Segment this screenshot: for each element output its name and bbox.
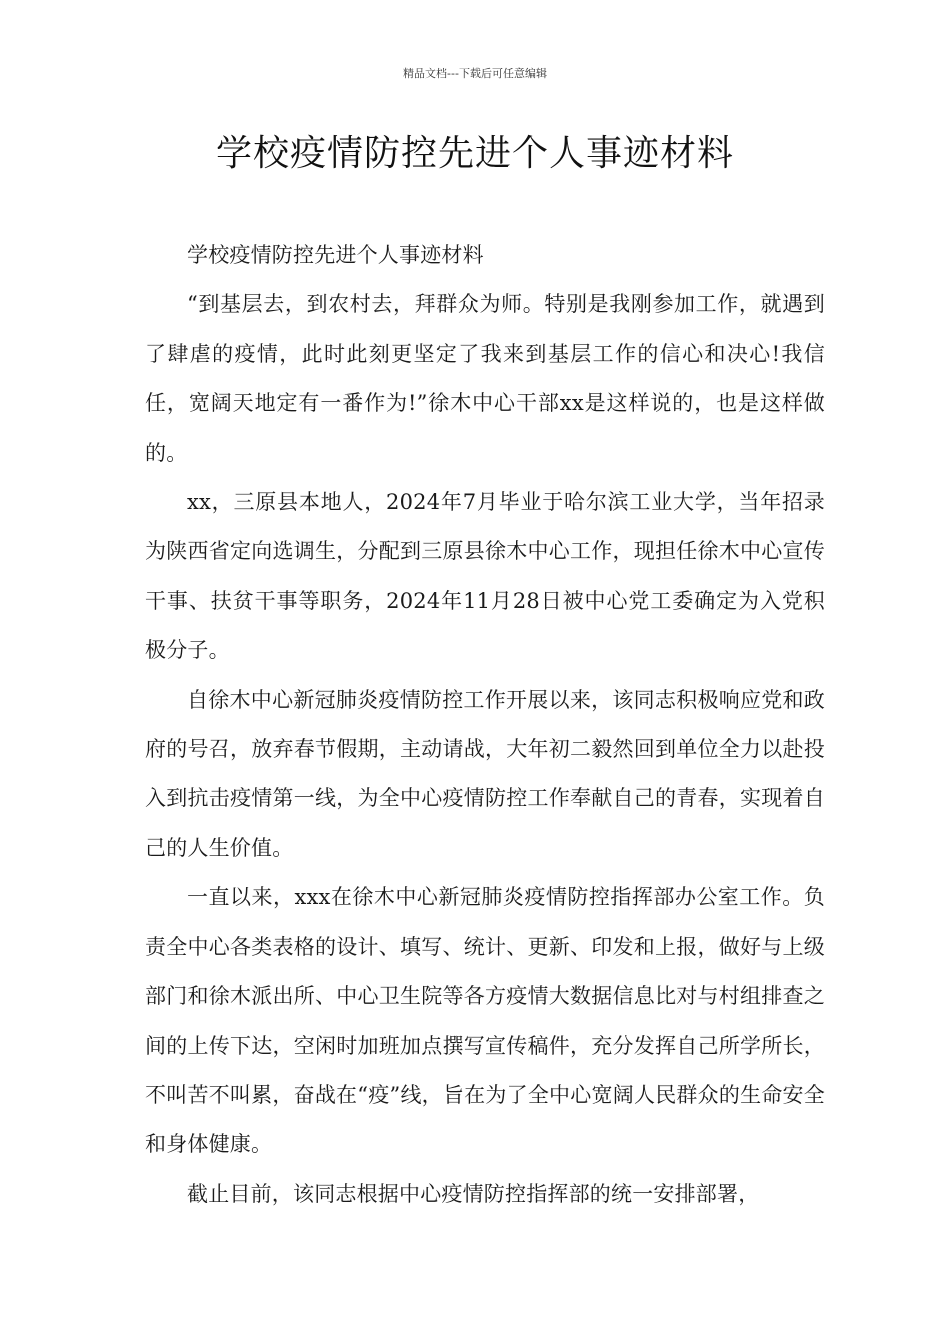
paragraph-quote: “到基层去，到农村去，拜群众为师。特别是我刚参加工作，就遇到了肆虐的疫情，此时此刻更坚定了我来到基层工作的信心和决心!我信任，宽阔天地定有一番作为!”徐木中心干部xx是这样说的，也是这样做的。 xyxy=(145,292,825,465)
paragraph-response: 自徐木中心新冠肺炎疫情防控工作开展以来，该同志积极响应党和政府的号召，放弃春节假期，主动请战，大年初二毅然回到单位全力以赴投入到抗击疫情第一线，为全中心疫情防控工作奉献自己的青春，实现着自己的人生价值。 xyxy=(145,687,825,860)
paragraph-subtitle: 学校疫情防控先进个人事迹材料 xyxy=(187,243,484,267)
header-note: 精品文档---下载后可任意编辑 xyxy=(403,67,547,80)
paragraph-work-duties: 一直以来，xxx在徐木中心新冠肺炎疫情防控指挥部办公室工作。负责全中心各类表格的设计、填写、统计、更新、印发和上报，做好与上级部门和徐木派出所、中心卫生院等各方疫情大数据信息比对与村组排查之间的上传下达，空闲时加班加点撰写宣传稿件，充分发挥自己所学所长，不叫苦不叫累，奋战在“疫”线，旨在为了全中心宽阔人民群众的生命安全和身体健康。 xyxy=(145,885,825,1157)
document-title: 学校疫情防控先进个人事迹材料 xyxy=(215,133,734,174)
paragraph-to-date: 截止目前，该同志根据中心疫情防控指挥部的统一安排部署， xyxy=(187,1181,760,1206)
paragraph-background: xx，三原县本地人，2024年7月毕业于哈尔滨工业大学，当年招录为陕西省定向选调生，分配到三原县徐木中心工作，现担任徐木中心宣传干事、扶贫干事等职务，2024年11月28日被中心党工委确定为入党积极分子。 xyxy=(145,490,825,663)
document-body xyxy=(145,231,825,1219)
